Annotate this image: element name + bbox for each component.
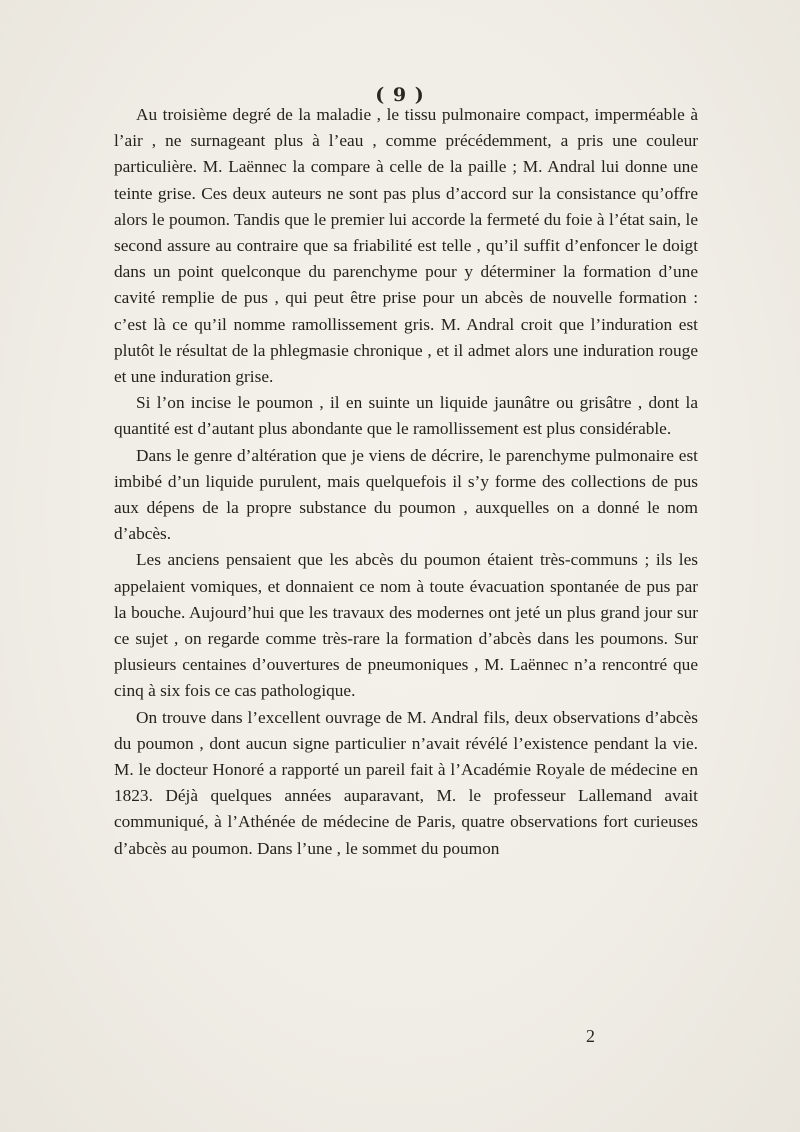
page-number: ( 9 ) [375, 84, 425, 106]
paragraph-4: Les anciens pensaient que les abcès du poumon étaient très-communs ; ils les appelaient vomiques, et donnaient ce nom à toute évacuation spontanée de pus par la bouche. Aujourd’hui que les travaux des modernes ont jeté un plus grand jour sur ce sujet , on regarde comme très-rare la formation d’abcès dans les poumons. Sur plusieurs centaines d’ouvertures de pneumoniques , M. Laënnec n’a rencontré que cinq à six fois ce cas pathologique. [114, 550, 698, 701]
paragraph-3: Dans le genre d’altération que je viens de décrire, le parenchyme pulmonaire est imbibé d’un liquide purulent, mais quelquefois il s’y forme des collections de pus aux dépens de la propre substance du poumon , auxquelles on a donné le nom d’abcès. [114, 445, 698, 544]
paragraph-5: On trouve dans l’excellent ouvrage de M. Andral fils, deux observations d’abcès du poumon , dont aucun signe particulier n’avait révélé l’existence pendant la vie. M. le docteur Honoré a rapporté un pareil fait à l’Académie Royale de médecine en 1823. Déjà quelques années auparavant, M. le professeur Lallemand avait communiqué, à l’Athénée de médecine de Paris, quatre observations fort curieuses d’abcès au poumon. Dans l’une , le sommet du poumon [114, 707, 698, 858]
paragraph-1: Au troisième degré de la maladie , le tissu pulmonaire compact, imperméable à l’air , ne surnageant plus à l’eau , comme précédemment, a pris une couleur particulière. M. Laënnec la compare à celle de la paille ; M. Andral lui donne une teinte grise. Ces deux auteurs ne sont pas plus d’accord sur la consistance qu’offre alors le poumon. Tandis que le premier lui accorde la fermeté du foie à l’état sain, le second assure au contraire que sa friabilité est telle , qu’il suffit d’enfoncer le doigt dans un point quelconque du parenchyme pour y déterminer la formation d’une cavité remplie de pus , qui peut être prise pour un abcès de nouvelle formation : c’est là ce qu’il nomme ramollissement gris. M. Andral croit que l’induration est plutôt le résultat de la phlegmasie chronique , et il admet alors une induration rouge et une induration grise. [114, 105, 698, 387]
signature-mark: 2 [586, 1026, 595, 1046]
body-text [114, 102, 698, 862]
paragraph-2: Si l’on incise le poumon , il en suinte un liquide jaunâtre ou grisâtre , dont la quantité est d’autant plus abondante que le ramollissement est plus considérable. [114, 393, 698, 439]
